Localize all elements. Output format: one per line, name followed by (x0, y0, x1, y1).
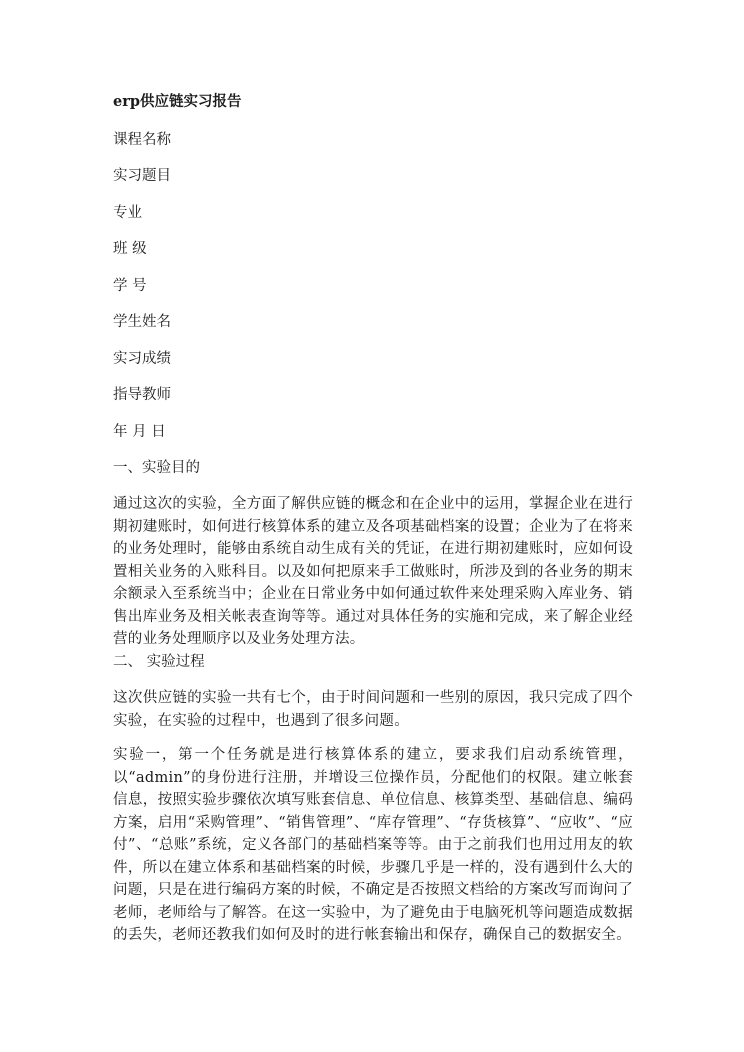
cover-field-topic: 实习题目 (113, 168, 171, 184)
cover-field-student-name: 学生姓名 (113, 314, 171, 330)
document-title: erp供应链实习报告 (113, 93, 242, 110)
cover-field-major: 专业 (113, 205, 142, 221)
process-paragraph-experiment1: 实验一，第一个任务就是进行核算体系的建立，要求我们启动系统管理，以“admin”的身份进行注册，并增设三位操作员，分配他们的权限。建立帐套信息，按照实验步骤依次填写账套信息、单位信息、核算类型、基础信息、编码方案，启用“采购管理”、“销售管理”、“库存管理”、“存货核算”、“应收”、“应付”、“总账”系统，定义各部门的基础档案等等。由于之前我们也用过用友的软件，所以在建立体系和基础档案的时候，步骤几乎是一样的，没有遇到什么大的问题，只是在进行编码方案的时候，不确定是否按照文档给的方案改写而询问了老师，老师给与了解答。在这一实验中，为了避免由于电脑死机等问题造成数据的丢失，老师还教我们如何及时的进行帐套输出和保存，确保自己的数据安全。 (113, 747, 633, 943)
process-paragraph-intro: 这次供应链的实验一共有七个，由于时间问题和一些别的原因，我只完成了四个实验，在实验的过程中，也遇到了很多问题。 (113, 690, 633, 729)
purpose-paragraph: 通过这次的实验，全方面了解供应链的概念和在企业中的运用，掌握企业在进行期初建账时，如何进行核算体系的建立及各项基础档案的设置；企业为了在将来的业务处理时，能够由系统自动生成有关的凭证，在进行期初建账时，应如何设置相关业务的入账科目。以及如何把原来手工做账时，所涉及到的各业务的期末余额录入至系统当中；企业在日常业务中如何通过软件来处理采购入库业务、销售出库业务及相关帐表查询等等。通过对具体任务的实施和完成，来了解企业经营的业务处理顺序以及业务处理方法。 (113, 496, 633, 647)
cover-field-date: 年 月 日 (113, 424, 166, 440)
section-heading-process: 二、 实验过程 (113, 654, 205, 670)
cover-field-grade: 实习成绩 (113, 351, 171, 367)
section-heading-purpose: 一、实验目的 (113, 460, 200, 476)
cover-field-course-name: 课程名称 (113, 132, 171, 148)
cover-field-class: 班 级 (113, 241, 147, 257)
cover-field-student-id: 学 号 (113, 278, 147, 294)
cover-field-instructor: 指导教师 (113, 387, 171, 403)
